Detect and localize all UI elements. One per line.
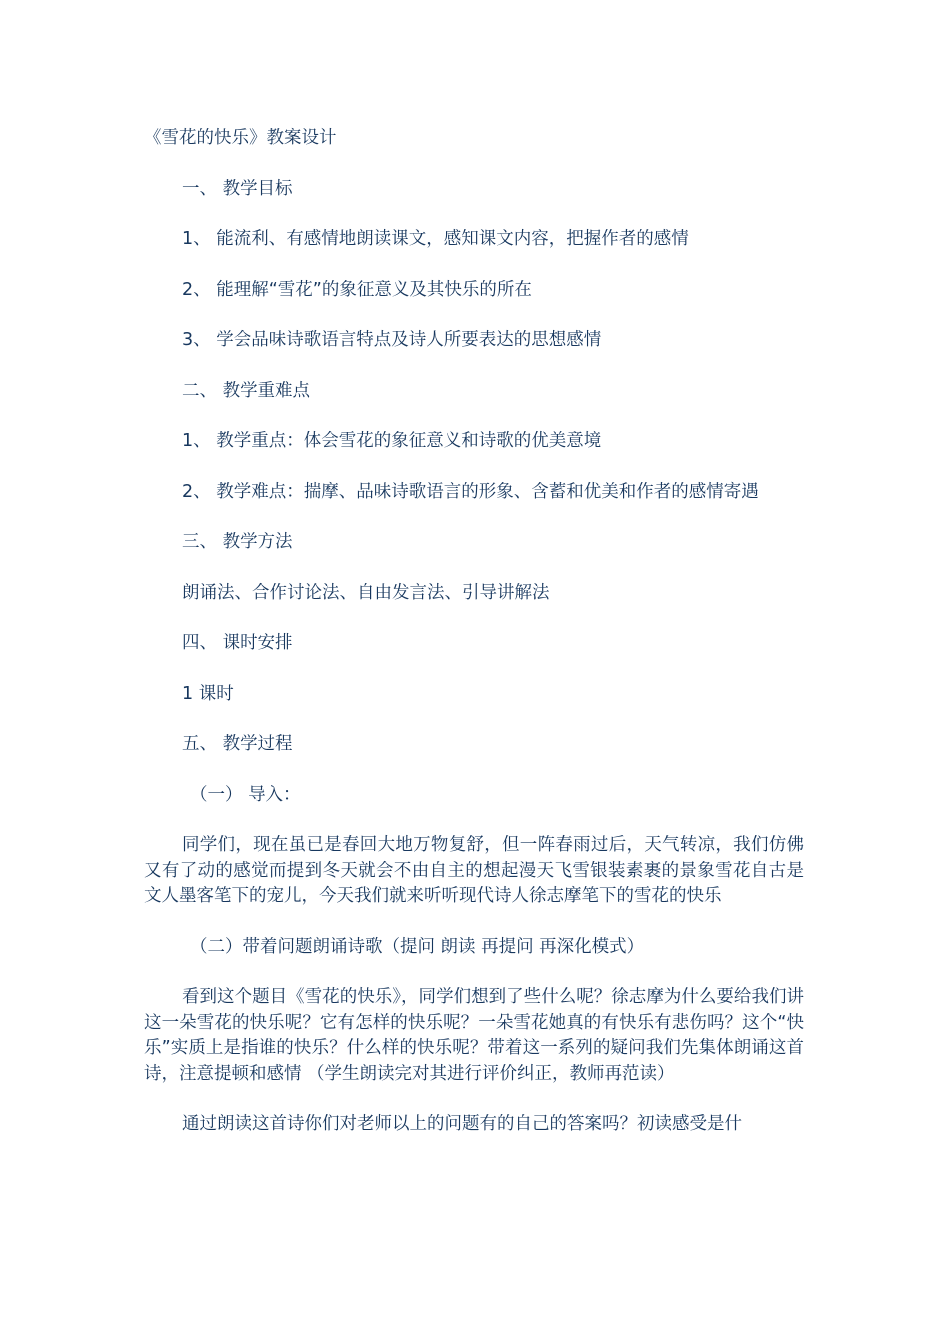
objective-item-3: 3、 学会品味诗歌语言特点及诗人所要表达的思想感情 [182,330,602,350]
reading-paragraph: 看到这个题目《雪花的快乐》，同学们想到了些什么呢？徐志摩为什么要给我们讲这一朵雪花的快乐呢？它有怎样的快乐呢？一朵雪花她真的有快乐有悲伤吗？这个“快乐”实质上是指谁的快乐？什么样的快乐呢？带着这一系列的疑问我们先集体朗诵这首诗，注意提顿和感情 （学生朗读完对其进行评价纠正，教师再范读） [144,987,804,1084]
objective-item-1: 1、 能流利、有感情地朗读课文，感知课文内容，把握作者的感情 [182,229,689,249]
section-heading-schedule: 四、 课时安排 [182,633,293,653]
followup-paragraph: 通过朗读这首诗你们对老师以上的问题有的自己的答案吗？初读感受是什 [182,1114,742,1134]
section-heading-process: 五、 教学过程 [182,734,293,754]
introduction-paragraph: 同学们，现在虽已是春回大地万物复舒，但一阵春雨过后，天气转凉，我们仿佛又有了动的感觉而提到冬天就会不由自主的想起漫天飞雪银装素裹的景象雪花自古是文人墨客笔下的宠儿，今天我们就来听听现代诗人徐志摩笔下的雪花的快乐 [144,835,804,906]
section-heading-methods: 三、 教学方法 [182,532,293,552]
subheading-introduction: （一） 导入： [190,784,301,805]
section-heading-key-points: 二、 教学重难点 [182,380,311,401]
key-point-item-2: 2、 教学难点：揣摩、品味诗歌语言的形象、含蓄和优美和作者的感情寄遇 [182,481,759,502]
schedule-text: 1 课时 [182,683,234,704]
key-point-item-1: 1、 教学重点：体会雪花的象征意义和诗歌的优美意境 [182,431,602,451]
document-body [144,126,804,1163]
document-title: 《雪花的快乐》教案设计 [144,128,337,148]
subheading-reading: （二）带着问题朗诵诗歌（提问 朗读 再提问 再深化模式） [190,936,645,957]
methods-text: 朗诵法、合作讨论法、自由发言法、引导讲解法 [182,582,550,603]
section-heading-objectives: 一、 教学目标 [182,178,293,199]
objective-item-2: 2、 能理解“雪花”的象征意义及其快乐的所在 [182,279,532,300]
